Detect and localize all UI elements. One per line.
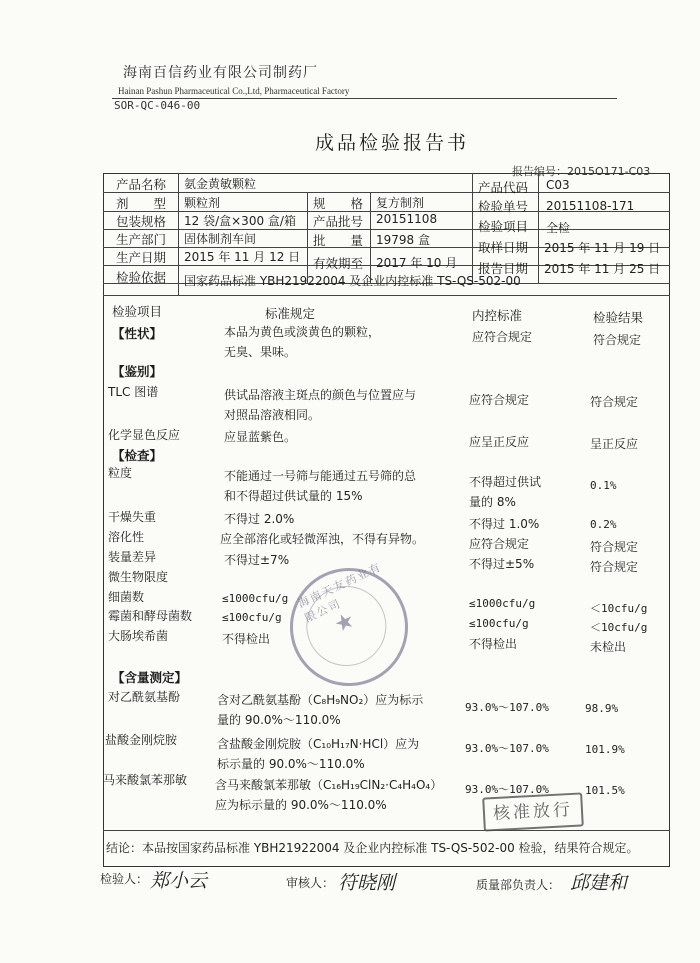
divider bbox=[103, 295, 670, 296]
column-result: 检验结果 bbox=[593, 310, 644, 325]
report-date-label: 报告日期 bbox=[478, 261, 529, 276]
basis-value: 国家药品标准 YBH21922004 及企业内控标准 TS-QS-502-00 bbox=[184, 274, 521, 288]
product-code: C03 bbox=[546, 178, 570, 192]
qa-signature: 邱建和 bbox=[570, 872, 628, 894]
sample-date: 2015 年 11 月 19 日 bbox=[544, 241, 661, 255]
test-item-label: 检验项目 bbox=[478, 219, 529, 234]
divider bbox=[538, 173, 539, 283]
weight-internal: 不得过±5% bbox=[469, 557, 535, 571]
column-standard: 标准规定 bbox=[265, 306, 316, 321]
granularity-standard: 不能通过一号筛与能通过五号筛的总 和不得超过供试量的 15% bbox=[224, 469, 417, 503]
granularity-result: 0.1% bbox=[590, 479, 617, 492]
character-standard: 本品为黄色或淡黄色的颗粒， 无臭、果味。 bbox=[224, 325, 381, 359]
mold-result: ＜10cfu/g bbox=[590, 621, 648, 634]
tlc-standard: 供试品溶液主斑点的颜色与位置应与 对照品溶液相同。 bbox=[224, 388, 417, 422]
section-check: 【检查】 bbox=[112, 448, 163, 463]
report-date: 2015 年 11 月 25 日 bbox=[544, 262, 661, 276]
product-name: 氨金黄敏颗粒 bbox=[184, 177, 257, 191]
ecoli-name: 大肠埃希菌 bbox=[108, 629, 169, 643]
report-number: 报告编号：2015O171-C03 bbox=[512, 165, 651, 178]
ecoli-internal: 不得检出 bbox=[469, 637, 518, 651]
chem-name: 化学显色反应 bbox=[108, 428, 181, 442]
production-date: 2015 年 11 月 12 日 bbox=[184, 250, 301, 264]
section-character: 【性状】 bbox=[112, 326, 163, 341]
solubility-internal: 应符合规定 bbox=[469, 537, 530, 551]
department-label: 生产部门 bbox=[116, 232, 167, 247]
form-value: 颗粒剂 bbox=[184, 196, 221, 210]
star-icon: ★ bbox=[330, 607, 359, 639]
amantadine-name: 盐酸金刚烷胺 bbox=[105, 733, 178, 747]
production-date-label: 生产日期 bbox=[116, 250, 167, 265]
granularity-name: 粒度 bbox=[108, 466, 133, 480]
packaging-value: 12 袋/盒×300 盒/箱 bbox=[184, 214, 296, 228]
chem-internal: 应呈正反应 bbox=[469, 435, 530, 449]
quantity-value: 19798 盒 bbox=[376, 233, 430, 247]
divider bbox=[103, 830, 670, 831]
company-name-cn: 海南百信药业有限公司制药厂 bbox=[123, 65, 318, 81]
conclusion-text: 结论：本品按国家药品标准 YBH21922004 及企业内控标准 TS-QS-502-00 检验，结果符合规定。 bbox=[106, 841, 639, 855]
drying-result: 0.2% bbox=[590, 518, 617, 531]
chlorphen-internal: 93.0%～107.0% bbox=[465, 783, 549, 796]
test-number-label: 检验单号 bbox=[478, 199, 529, 214]
expiry-label: 有效期至 bbox=[313, 256, 364, 271]
product-code-label: 产品代码 bbox=[478, 180, 529, 195]
expiry-date: 2017 年 10 月 bbox=[376, 256, 458, 270]
qa-label: 质量部负责人： bbox=[476, 878, 561, 892]
divider bbox=[472, 173, 473, 283]
tlc-internal: 应符合规定 bbox=[469, 393, 530, 407]
seal-text: 海南天友药业有限公司 bbox=[296, 560, 385, 625]
drying-standard: 不得过 2.0% bbox=[224, 512, 295, 526]
weight-result: 符合规定 bbox=[590, 560, 639, 574]
spec-value: 复方制剂 bbox=[376, 196, 425, 210]
chlorphen-result: 101.5% bbox=[585, 784, 625, 797]
reviewer-label: 审核人： bbox=[286, 876, 335, 890]
paracetamol-internal: 93.0%～107.0% bbox=[465, 701, 549, 714]
test-item: 全检 bbox=[546, 221, 571, 235]
paracetamol-name: 对乙酰氨基酚 bbox=[108, 690, 181, 704]
ecoli-result: 未检出 bbox=[590, 640, 627, 654]
divider bbox=[307, 192, 308, 283]
amantadine-standard: 含盐酸金刚烷胺（C₁₀H₁₇N·HCl）应为 标示量的 90.0%～110.0% bbox=[217, 737, 420, 771]
reviewer-signature: 符晓刚 bbox=[338, 872, 396, 894]
amantadine-result: 101.9% bbox=[585, 743, 625, 756]
solubility-standard: 应全部溶化或轻微浑浊，不得有异物。 bbox=[220, 532, 425, 546]
amantadine-internal: 93.0%～107.0% bbox=[465, 742, 549, 755]
micro-name: 微生物限度 bbox=[108, 570, 169, 584]
batch-number: 20151108 bbox=[376, 212, 438, 226]
drying-internal: 不得过 1.0% bbox=[469, 517, 540, 531]
inspector-signature: 郑小云 bbox=[150, 870, 208, 892]
divider bbox=[370, 192, 371, 283]
column-item: 检验项目 bbox=[112, 304, 163, 319]
chlorphen-name: 马来酸氯苯那敏 bbox=[103, 773, 188, 787]
weight-name: 装量差异 bbox=[108, 550, 157, 564]
bacteria-internal: ≤1000cfu/g bbox=[469, 597, 536, 610]
bacteria-standard: ≤1000cfu/g bbox=[222, 592, 289, 605]
report-title: 成品检验报告书 bbox=[315, 132, 470, 154]
department-value: 固体制剂车间 bbox=[184, 232, 257, 246]
approval-stamp: 核准放行 bbox=[482, 792, 584, 831]
divider bbox=[103, 192, 670, 193]
packaging-label: 包装规格 bbox=[116, 214, 167, 229]
quantity-label: 批 量 bbox=[313, 233, 364, 248]
bacteria-name: 细菌数 bbox=[108, 590, 145, 604]
solubility-result: 符合规定 bbox=[590, 540, 639, 554]
character-result: 符合规定 bbox=[593, 333, 642, 347]
company-name-en: Hainan Pashun Pharmaceutical Co.,Ltd, Pharmaceutical Factory bbox=[118, 86, 350, 96]
chlorphen-standard: 含马来酸氯苯那敏（C₁₆H₁₉ClN₂·C₄H₄O₄） 应为标示量的 90.0%～110.0% bbox=[215, 778, 443, 812]
product-name-label: 产品名称 bbox=[116, 177, 167, 192]
paracetamol-result: 98.9% bbox=[585, 702, 619, 715]
inspector-label: 检验人： bbox=[100, 872, 149, 886]
spec-label: 规 格 bbox=[313, 196, 364, 211]
tlc-name: TLC 图谱 bbox=[108, 385, 159, 399]
paracetamol-standard: 含对乙酰氨基酚（C₈H₉NO₂）应为标示 量的 90.0%～110.0% bbox=[217, 693, 424, 727]
tlc-result: 符合规定 bbox=[590, 395, 639, 409]
mold-internal: ≤100cfu/g bbox=[469, 617, 529, 630]
chem-result: 呈正反应 bbox=[590, 437, 639, 451]
document-code: SOR-QC-046-00 bbox=[114, 99, 201, 112]
bacteria-result: ＜10cfu/g bbox=[590, 602, 648, 615]
section-assay: 【含量测定】 bbox=[112, 670, 188, 685]
test-number: 20151108-171 bbox=[546, 199, 635, 213]
basis-label: 检验依据 bbox=[116, 270, 167, 285]
divider bbox=[178, 173, 179, 295]
form-label: 剂 型 bbox=[116, 196, 167, 211]
mold-name: 霉菌和酵母菌数 bbox=[108, 609, 193, 623]
weight-standard: 不得过±7% bbox=[224, 553, 290, 567]
sample-date-label: 取样日期 bbox=[478, 240, 529, 255]
solubility-name: 溶化性 bbox=[108, 530, 145, 544]
granularity-internal: 不得超过供试 量的 8% bbox=[469, 475, 542, 509]
chem-standard: 应显蓝紫色。 bbox=[224, 430, 297, 444]
mold-standard: ≤100cfu/g bbox=[222, 611, 282, 624]
column-internal: 内控标准 bbox=[472, 308, 523, 323]
batch-label: 产品批号 bbox=[313, 214, 364, 229]
ecoli-standard: 不得检出 bbox=[222, 632, 271, 646]
character-internal: 应符合规定 bbox=[472, 330, 533, 344]
section-identify: 【鉴别】 bbox=[112, 364, 163, 379]
drying-name: 干燥失重 bbox=[108, 510, 157, 524]
